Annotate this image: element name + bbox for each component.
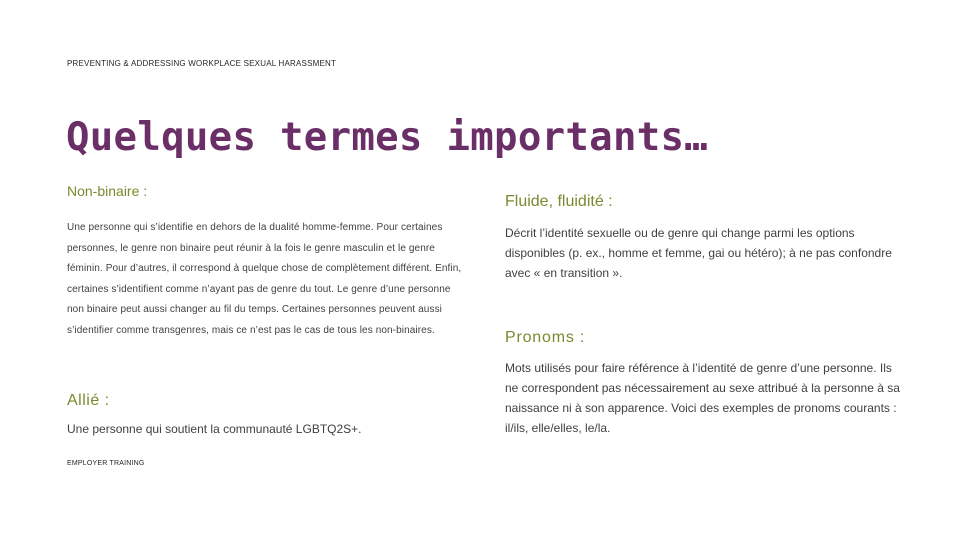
fluide-definition: Décrit l’identité sexuelle ou de genre qui change parmi les options disponibles (p. ex., homme et femme, gai ou hétéro); à ne pas confondre avec « en transition ». bbox=[505, 226, 892, 280]
allie-definition: Une personne qui soutient la communauté LGBTQ2S+. bbox=[67, 422, 362, 436]
allie-heading: Allié : bbox=[67, 392, 110, 409]
slide-title: Quelques termes importants… bbox=[66, 115, 709, 160]
non-binaire-heading: Non-binaire : bbox=[67, 183, 148, 199]
non-binaire-definition: Une personne qui s’identifie en dehors de la dualité homme-femme. Pour certaines personnes, le genre non binaire peut réunir à la fois le genre masculin et le genre féminin. Pour d’autres, il correspond à quelque chose de complètement différent. Enfin, certaines s’identifient comme n’ayant pas de genre du tout. Le genre d’une personne non binaire peut aussi changer au fil du temps. Certaines personnes peuvent aussi s’identifier comme transgenres, mais ce n’est pas le cas de tous les non-binaires. bbox=[67, 222, 462, 336]
slide-eyebrow: PREVENTING & ADDRESSING WORKPLACE SEXUAL HARASSMENT bbox=[67, 59, 337, 68]
slide-footer: EMPLOYER TRAINING bbox=[67, 460, 145, 467]
pronoms-heading: Pronoms : bbox=[505, 329, 586, 346]
pronoms-definition: Mots utilisés pour faire référence à l’identité de genre d’une personne. Ils ne correspondent pas nécessairement au sexe attribué à la personne à sa naissance ni à son apparence. Voici des exemples de pronoms courants : il/ils, elle/elles, le/la. bbox=[505, 361, 900, 435]
fluide-heading: Fluide, fluidité : bbox=[505, 193, 613, 210]
